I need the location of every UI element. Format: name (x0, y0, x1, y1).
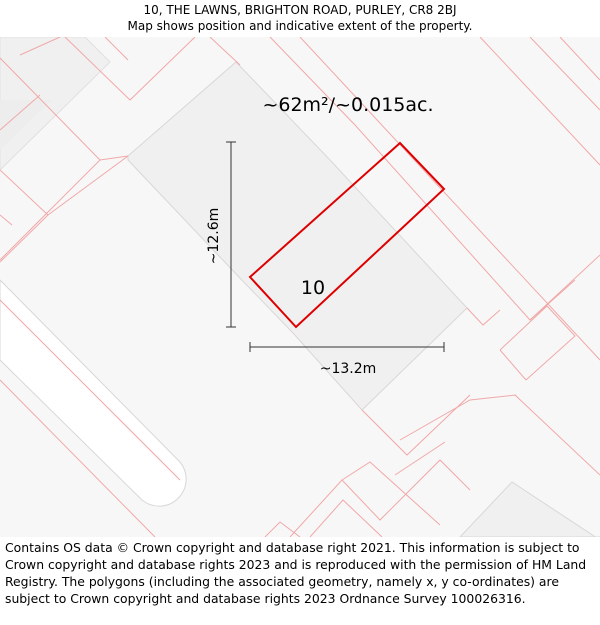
plot-number-label: 10 (300, 277, 326, 299)
copyright-notice: Contains OS data © Crown copyright and database right 2021. This information is subject to Crown copyright and database rights 2023 and is reproduced with the permission of HM Land Registry. The polygons (including the associated geometry, namely x, y co-ordinates) are subject to Crown copyright and database rights 2023 Ordnance Survey 100026316. (5, 540, 587, 606)
width-measure-label: ~13.2m (319, 361, 377, 377)
height-measure-label: ~12.6m (206, 207, 222, 265)
area-label: ~62m²/~0.015ac. (262, 94, 434, 116)
property-map[interactable] (0, 37, 600, 537)
map-header (0, 0, 600, 37)
map-subtitle: Map shows position and indicative extent of the property. (127, 19, 473, 33)
property-address: 10, THE LAWNS, BRIGHTON ROAD, PURLEY, CR8 2BJ (143, 3, 457, 17)
